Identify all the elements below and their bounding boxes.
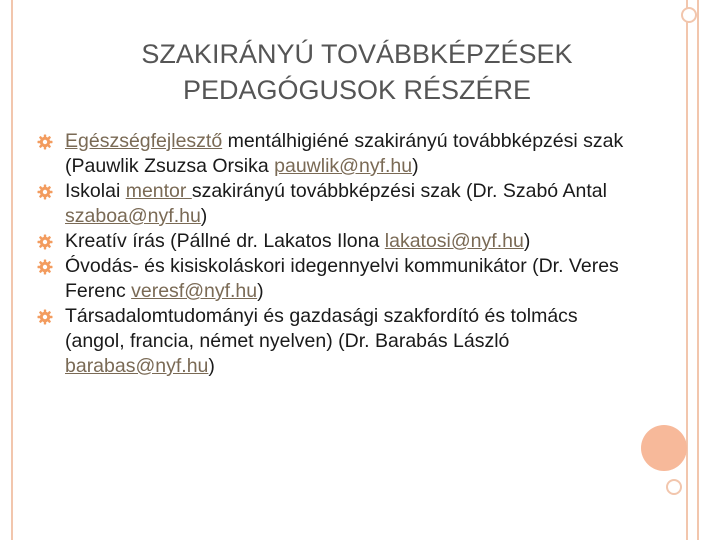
bullet-list bbox=[37, 129, 637, 379]
item-text: Iskolai bbox=[65, 180, 126, 202]
email-link-barabas[interactable]: barabas@nyf.hu bbox=[65, 355, 209, 377]
list-item bbox=[37, 179, 637, 229]
link-mentor[interactable]: mentor bbox=[125, 180, 192, 202]
email-link-lakatosi[interactable]: lakatosi@nyf.hu bbox=[384, 230, 524, 252]
gear-icon bbox=[37, 134, 53, 150]
item-text: ) bbox=[523, 230, 531, 252]
item-text: mentálhigiéné szakirányú továbbképzési szak (Pauwlik Zsuzsa Orsika bbox=[65, 130, 624, 177]
list-item bbox=[37, 129, 637, 179]
gear-icon bbox=[37, 234, 53, 250]
item-text: Kreatív írás (Pállné dr. Lakatos Ilona bbox=[65, 230, 385, 252]
email-link-szaboa[interactable]: szaboa@nyf.hu bbox=[65, 205, 201, 227]
item-text: ) bbox=[257, 280, 264, 302]
list-item bbox=[37, 229, 637, 254]
item-text: Társadalomtudományi és gazdasági szakfordító és tolmács (angol, francia, német nyelven) (Dr. Barabás László bbox=[65, 305, 578, 352]
link-egeszsegfejleszto[interactable]: Egészségfejlesztő bbox=[65, 130, 223, 152]
list-item bbox=[37, 254, 637, 304]
decorative-circle-top bbox=[681, 7, 697, 23]
decorative-circle-large bbox=[641, 425, 687, 471]
email-link-veresf[interactable]: veresf@nyf.hu bbox=[131, 280, 258, 302]
item-text: ) bbox=[412, 155, 419, 177]
gear-icon bbox=[37, 309, 53, 325]
gear-icon bbox=[37, 259, 53, 275]
title-line-1: SZAKIRÁNYÚ TOVÁBBKÉPZÉSEK bbox=[141, 39, 573, 69]
decorative-line bbox=[686, 0, 688, 540]
title-line-2: PEDAGÓGUSOK RÉSZÉRE bbox=[182, 75, 532, 105]
item-text: szakirányú továbbképzési szak (Dr. Szabó Antal bbox=[191, 180, 607, 202]
email-link-pauwlik[interactable]: pauwlik@nyf.hu bbox=[274, 155, 413, 177]
gear-icon bbox=[37, 184, 53, 200]
slide-title bbox=[13, 36, 701, 108]
list-item bbox=[37, 304, 637, 379]
item-text: ) bbox=[200, 205, 208, 227]
decorative-circle-small bbox=[666, 479, 682, 495]
item-text: Óvodás- és kisiskoláskori idegennyelvi kommunikátor (Dr. Veres Ferenc bbox=[65, 255, 619, 302]
item-text: ) bbox=[208, 355, 215, 377]
